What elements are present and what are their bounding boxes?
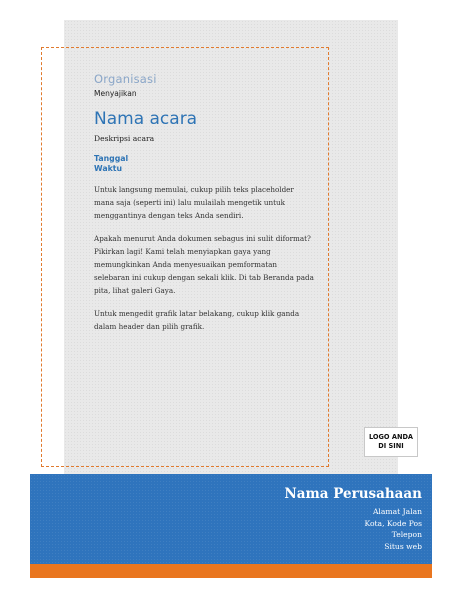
street-address[interactable]: Alamat Jalan — [372, 507, 422, 516]
company-name[interactable]: Nama Perusahaan — [284, 486, 422, 502]
flyer-content — [94, 72, 314, 333]
footer-orange-band — [30, 564, 432, 578]
body-paragraph[interactable]: Untuk mengedit grafik latar belakang, cukup klik ganda dalam header dan pilih grafik. — [94, 308, 300, 331]
company-info — [284, 485, 422, 552]
organization-name[interactable]: Organisasi — [94, 72, 157, 86]
city-zip[interactable]: Kota, Kode Pos — [364, 518, 422, 528]
event-date[interactable]: Tanggal — [94, 154, 129, 163]
body-paragraph[interactable]: Apakah menurut Anda dokumen sebagus ini sulit diformat? Pikirkan lagi! Kami telah menyiapkan gaya yang memungkinkan Anda menyesuaikan pemformatan selebaran ini cukup dengan sekali klik. Di tab Beranda pada pita, lihat galeri Gaya. — [94, 233, 314, 296]
logo-text-line: DI SINI — [378, 442, 404, 450]
body-paragraph[interactable]: Untuk langsung memulai, cukup pilih teks placeholder mana saja (seperti ini) lalu mulailah mengetik untuk menggantinya dengan teks Anda sendiri. — [94, 185, 294, 221]
logo-placeholder[interactable] — [364, 427, 418, 457]
event-description[interactable]: Deskripsi acara — [94, 134, 155, 143]
event-time[interactable]: Waktu — [94, 164, 123, 173]
logo-text-line: LOGO ANDA — [368, 433, 414, 441]
event-name[interactable]: Nama acara — [94, 109, 198, 129]
phone[interactable]: Telepon — [391, 530, 422, 539]
website[interactable]: Situs web — [384, 541, 422, 551]
event-datetime — [94, 154, 314, 174]
presents-label[interactable]: Menyajikan — [94, 89, 137, 98]
